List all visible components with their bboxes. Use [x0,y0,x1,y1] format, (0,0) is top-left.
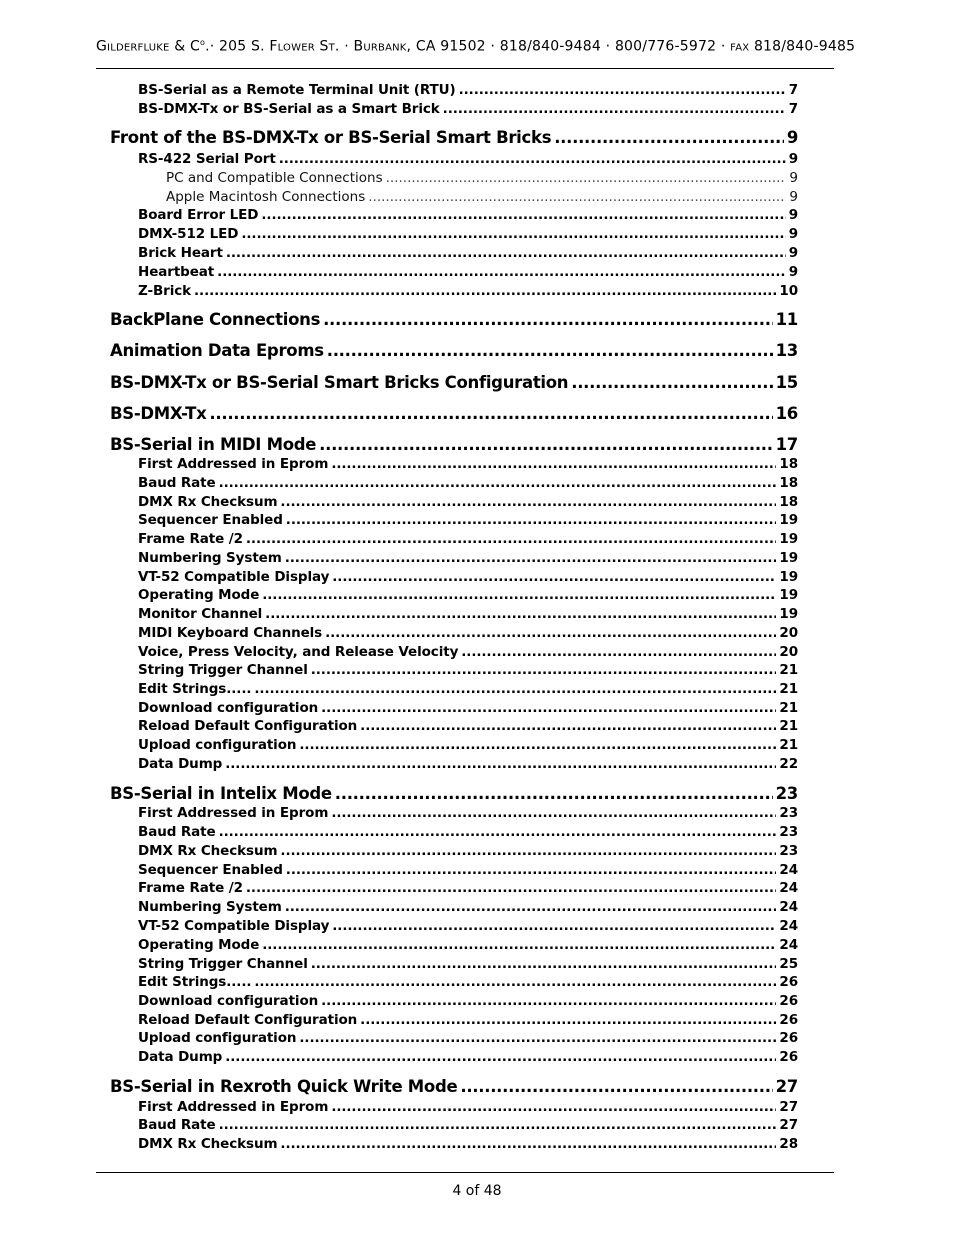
dot-leader [299,1030,776,1046]
toc-entry-page-number: 9 [788,226,798,242]
dot-leader [285,550,777,566]
dot-leader [459,82,786,98]
toc-section-label: BS-Serial in Intelix Mode [110,784,332,803]
toc-entry-label: Operating Mode [138,587,260,603]
toc-entry[interactable] [138,737,798,753]
toc-entry[interactable] [138,283,798,299]
header-separator: · [716,38,731,55]
header-separator: · [601,38,615,55]
toc-entry-page-number: 20 [779,625,798,641]
toc-entry-page-number: 7 [788,101,798,117]
toc-entry[interactable] [138,101,798,117]
toc-entry[interactable] [138,1136,798,1152]
toc-entry-page-number: 24 [779,880,798,896]
address-number: 205 [214,38,251,55]
toc-entry[interactable] [138,82,798,98]
toc-section[interactable] [110,404,798,423]
toc-entry-page-number: 24 [779,918,798,934]
toc-entry-label: VT-52 Compatible Display [138,918,330,934]
company-co-superscript: o [199,38,206,47]
toc-entry-label: Baud Rate [138,475,216,491]
toc-entry-label: Sequencer Enabled [138,862,283,878]
dot-leader [443,101,786,117]
toc-entry-page-number: 22 [779,756,798,772]
toc-entry-page-number: 24 [779,899,798,915]
fax-label: fax [730,38,750,55]
toc-entry[interactable] [138,862,798,878]
toc-entry-label: Edit Strings..... [138,974,252,990]
toc-entry-page-number: 24 [779,937,798,953]
toc-entry-page-number: 19 [779,512,798,528]
toc-entry[interactable] [138,569,798,585]
toc-entry-label: DMX-512 LED [138,226,239,242]
toc-section-page-number: 16 [775,404,798,423]
toc-section-label: BS-DMX-Tx or BS-Serial Smart Bricks Configuration [110,373,569,392]
dot-leader [280,843,776,859]
toc-entry[interactable] [138,151,798,167]
toc-entry[interactable] [138,700,798,716]
toc-section-label: BS-Serial in MIDI Mode [110,435,317,454]
dot-leader [331,456,776,472]
dot-leader [335,784,773,803]
toc-entry[interactable] [138,1117,798,1133]
toc-entry-label: BS-DMX-Tx or BS-Serial as a Smart Brick [138,101,440,117]
dot-leader [219,1117,777,1133]
toc-entry-label: Numbering System [138,550,282,566]
dot-leader [285,899,777,915]
dot-leader [554,128,784,147]
dot-leader [286,512,777,528]
toc-entry[interactable] [138,824,798,840]
toc-section-page-number: 23 [775,784,798,803]
toc-entry-page-number: 21 [779,681,798,697]
toc-section-label: Front of the BS-DMX-Tx or BS-Serial Smart Bricks [110,128,552,147]
toc-entry-page-number: 26 [779,993,798,1009]
dot-leader [368,189,786,205]
dot-leader [332,569,776,585]
toc-entry-page-number: 9 [788,207,798,223]
dot-leader [461,644,776,660]
toc-entry[interactable] [138,899,798,915]
toc-entry-page-number: 26 [779,1030,798,1046]
toc-entry-page-number: 23 [779,843,798,859]
dot-leader [571,373,772,392]
toc-entry[interactable] [138,550,798,566]
toc-entry-label: First Addressed in Eprom [138,1099,329,1115]
toc-entry-label: First Addressed in Eprom [138,456,329,472]
toc-entry-label: Operating Mode [138,937,260,953]
toc-entry-label: Monitor Channel [138,606,263,622]
toc-entry-label: Reload Default Configuration [138,1012,358,1028]
page-header [96,38,855,55]
toc-section-page-number: 15 [775,373,798,392]
toc-entry-page-number: 26 [779,1049,798,1065]
toc-section-page-number: 9 [786,128,798,147]
toc-subentry-label: Apple Macintosh Connections [166,189,366,205]
phone-tollfree: 800/776-5972 [614,38,717,55]
toc-entry[interactable] [138,264,798,280]
toc-subentry-page-number: 9 [789,189,798,205]
toc-entry-label: Sequencer Enabled [138,512,283,528]
toc-entry-label: String Trigger Channel [138,662,308,678]
toc-section-page-number: 17 [775,435,798,454]
toc-entry-page-number: 19 [779,531,798,547]
toc-subentry-page-number: 9 [789,170,798,186]
toc-entry-label: BS-Serial as a Remote Terminal Unit (RTU) [138,82,456,98]
dot-leader [261,207,785,223]
dot-leader [226,245,786,261]
toc-section[interactable] [110,341,798,360]
dot-leader [360,1012,776,1028]
dot-leader [254,681,776,697]
address-street: S. Flower St. [251,38,340,55]
toc-entry-page-number: 18 [779,475,798,491]
toc-entry-page-number: 19 [779,569,798,585]
toc-entry-page-number: 26 [779,1012,798,1028]
toc-entry-label: Heartbeat [138,264,215,280]
toc-entry-page-number: 21 [779,700,798,716]
toc-entry-page-number: 27 [779,1099,798,1115]
toc-section[interactable] [110,784,798,803]
toc-entry-label: Baud Rate [138,1117,216,1133]
toc-entry[interactable] [138,1030,798,1046]
toc-entry[interactable] [138,475,798,491]
toc-section-label: BS-DMX-Tx [110,404,207,423]
dot-leader [246,531,777,547]
toc-entry[interactable] [138,718,798,734]
toc-entry-label: DMX Rx Checksum [138,494,278,510]
toc-entry[interactable] [138,1049,798,1065]
toc-entry-label: Reload Default Configuration [138,718,358,734]
toc-entry[interactable] [138,974,798,990]
toc-entry[interactable] [138,937,798,953]
toc-entry[interactable] [138,531,798,547]
toc-entry-page-number: 18 [779,494,798,510]
toc-entry-page-number: 21 [779,737,798,753]
toc-section[interactable] [110,310,798,329]
dot-leader [262,587,776,603]
toc-section-page-number: 11 [775,310,798,329]
toc-entry-label: Baud Rate [138,824,216,840]
toc-section[interactable] [110,373,798,392]
toc-entry[interactable] [138,843,798,859]
toc-entry-label: Board Error LED [138,207,259,223]
phone-primary: 818/840-9484 [499,38,601,55]
toc-entry-label: MIDI Keyboard Channels [138,625,323,641]
toc-entry-label: Voice, Press Velocity, and Release Velocity [138,644,459,660]
toc-entry[interactable] [138,918,798,934]
toc-entry-label: Upload configuration [138,1030,297,1046]
toc-entry[interactable] [138,1012,798,1028]
toc-entry[interactable] [138,681,798,697]
dot-leader [219,824,777,840]
toc-entry-label: Download configuration [138,700,319,716]
dot-leader [280,1136,776,1152]
toc-section-label: BS-Serial in Rexroth Quick Write Mode [110,1077,458,1096]
toc-entry-page-number: 23 [779,805,798,821]
toc-entry-page-number: 24 [779,862,798,878]
toc-subentry[interactable] [166,189,798,205]
dot-leader [299,737,776,753]
toc-section-page-number: 13 [775,341,798,360]
toc-entry-label: Numbering System [138,899,282,915]
toc-entry-label: DMX Rx Checksum [138,1136,278,1152]
toc-entry[interactable] [138,512,798,528]
dot-leader [331,1099,776,1115]
dot-leader [327,341,773,360]
toc-entry-page-number: 25 [779,956,798,972]
toc-section-label: BackPlane Connections [110,310,321,329]
toc-entry-label: VT-52 Compatible Display [138,569,330,585]
dot-leader [246,880,777,896]
toc-entry-page-number: 27 [779,1117,798,1133]
dot-leader [262,937,776,953]
toc-entry-page-number: 18 [779,456,798,472]
dot-leader [332,918,776,934]
toc-entry[interactable] [138,226,798,242]
dot-leader [217,264,786,280]
toc-section[interactable] [110,128,798,147]
toc-entry-label: Upload configuration [138,737,297,753]
dot-leader [321,700,776,716]
toc-entry-label: Edit Strings..... [138,681,252,697]
fax-number: 818/840-9485 [749,38,856,55]
toc-entry-label: First Addressed in Eprom [138,805,329,821]
toc-entry-page-number: 9 [788,264,798,280]
toc-entry-page-number: 7 [788,82,798,98]
toc-entry-label: Data Dump [138,756,223,772]
toc-entry[interactable] [138,956,798,972]
toc-entry-page-number: 19 [779,587,798,603]
header-divider [96,68,834,69]
toc-section-page-number: 27 [775,1077,798,1096]
dot-leader [323,310,773,329]
toc-entry[interactable] [138,587,798,603]
toc-entry-label: String Trigger Channel [138,956,308,972]
toc-entry-label: DMX Rx Checksum [138,843,278,859]
company-name: Gilderfluke & C [96,38,200,55]
toc-entry[interactable] [138,880,798,896]
toc-entry-label: Download configuration [138,993,319,1009]
dot-leader [225,756,776,772]
toc-section[interactable] [110,435,798,454]
dot-leader [321,993,776,1009]
toc-section-label: Animation Data Eproms [110,341,324,360]
toc-entry-label: Z-Brick [138,283,192,299]
toc-subentry-label: PC and Compatible Connections [166,170,383,186]
header-separator: · [485,38,500,55]
dot-leader [331,805,776,821]
dot-leader [194,283,776,299]
toc-entry-page-number: 19 [779,550,798,566]
dot-leader [241,226,785,242]
toc-subentry[interactable] [166,170,798,186]
dot-leader [265,606,776,622]
toc-entry-page-number: 26 [779,974,798,990]
dot-leader [279,151,786,167]
toc-entry[interactable] [138,662,798,678]
toc-entry-page-number: 9 [788,151,798,167]
header-separator: .· [205,38,215,55]
toc-entry-label: Data Dump [138,1049,223,1065]
dot-leader [219,475,777,491]
toc-entry-page-number: 21 [779,718,798,734]
dot-leader [311,662,777,678]
dot-leader [460,1077,772,1096]
toc-entry[interactable] [138,494,798,510]
toc-entry[interactable] [138,756,798,772]
dot-leader [225,1049,776,1065]
toc-entry[interactable] [138,456,798,472]
page-number: 4 of 48 [452,1183,502,1199]
toc-entry[interactable] [138,1099,798,1115]
address-city: Burbank, [353,38,412,55]
toc-entry-label: Frame Rate /2 [138,531,243,547]
header-separator: · [339,38,354,55]
footer-divider [96,1172,834,1173]
toc-entry[interactable] [138,805,798,821]
toc-entry-label: RS-422 Serial Port [138,151,276,167]
toc-entry-page-number: 23 [779,824,798,840]
dot-leader [280,494,776,510]
dot-leader [254,974,776,990]
dot-leader [209,404,772,423]
toc-entry-page-number: 21 [779,662,798,678]
dot-leader [360,718,776,734]
toc-entry[interactable] [138,993,798,1009]
toc-entry[interactable] [138,644,798,660]
toc-entry-page-number: 19 [779,606,798,622]
toc-section[interactable] [110,1077,798,1096]
toc-entry[interactable] [138,207,798,223]
dot-leader [311,956,777,972]
toc-entry-page-number: 28 [779,1136,798,1152]
dot-leader [286,862,777,878]
toc-entry-label: Brick Heart [138,245,223,261]
toc-entry-page-number: 10 [779,283,798,299]
dot-leader [325,625,776,641]
toc-entry-label: Frame Rate /2 [138,880,243,896]
dot-leader [319,435,772,454]
toc-entry-page-number: 9 [788,245,798,261]
toc-entry-page-number: 20 [779,644,798,660]
dot-leader [386,170,787,186]
toc-entry[interactable] [138,606,798,622]
toc-entry[interactable] [138,625,798,641]
toc-entry[interactable] [138,245,798,261]
address-state-zip: CA 91502 [411,38,486,55]
